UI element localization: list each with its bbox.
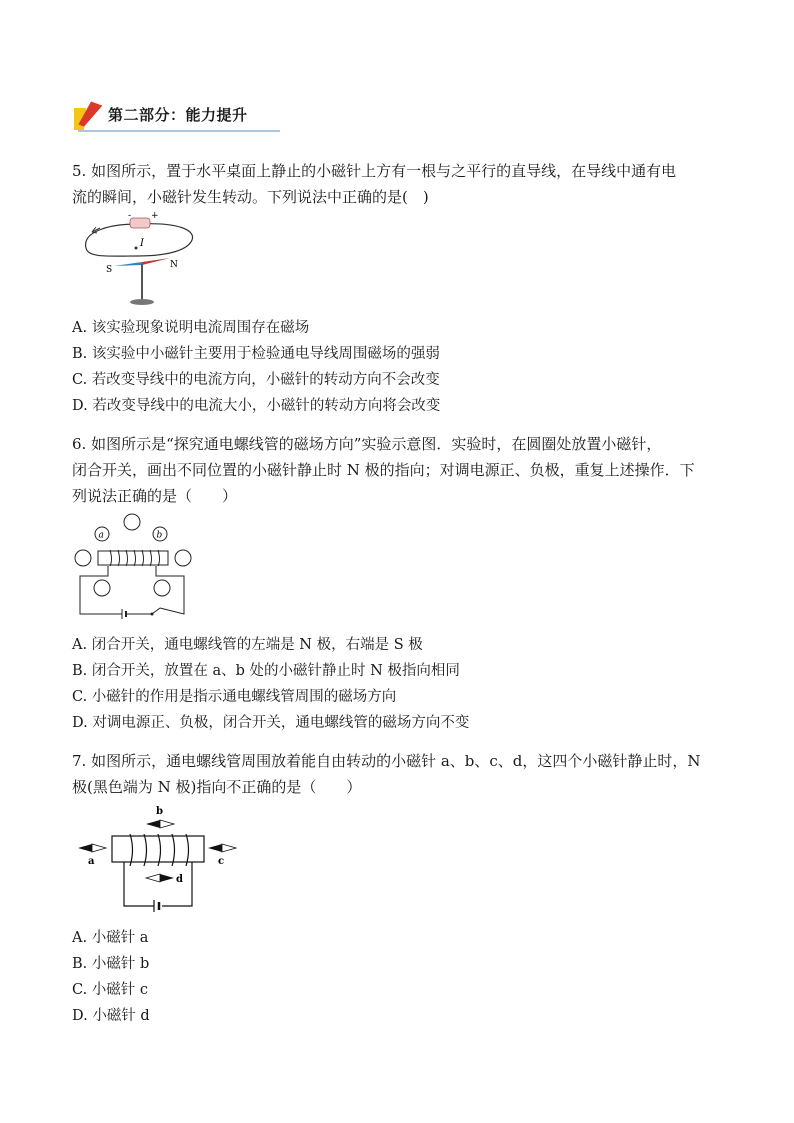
q6-line-1: 6. 如图所示是“探究通电螺线管的磁场方向”实验示意图．实验时，在圆圈处放置小磁针， <box>72 435 662 453</box>
q7-option-a[interactable]: A. 小磁针 a <box>72 930 149 946</box>
q5-option-a[interactable]: A. 该实验现象说明电流周围存在磁场 <box>72 320 310 336</box>
q7-option-b[interactable]: B. 小磁针 b <box>72 956 150 972</box>
q5-line-2: 流的瞬间，小磁针发生转动。下列说法中正确的是( ) <box>72 188 429 206</box>
q5-line-1: 5. 如图所示，置于水平桌面上静止的小磁针上方有一根与之平行的直导线，在导线中通有电 <box>72 162 677 180</box>
q5-minus: - <box>128 212 132 221</box>
q6-line-2: 闭合开关，画出不同位置的小磁针静止时 N 极的指向；对调电源正、负极，重复上述操作．下 <box>72 461 695 479</box>
q7-label-c: c <box>218 856 225 867</box>
q6-label-a: a <box>98 530 104 541</box>
needle-south <box>114 262 142 266</box>
q5-plus: + <box>151 212 159 221</box>
q6-option-d[interactable]: D. 对调电源正、负极，闭合开关，通电螺线管的磁场方向不变 <box>72 715 470 731</box>
q6-option-c[interactable]: C. 小磁针的作用是指示通电螺线管周围的磁场方向 <box>72 689 397 705</box>
q5-north-label: N <box>170 260 178 270</box>
q7-line-1: 7. 如图所示，通电螺线管周围放着能自由转动的小磁针 a、b、c、d，这四个小磁针静止时，N <box>72 752 701 770</box>
battery-icon <box>130 218 150 228</box>
q5-figure <box>78 212 198 312</box>
q7-option-c[interactable]: C. 小磁针 c <box>72 982 149 998</box>
q5-option-d[interactable]: D. 若改变导线中的电流大小，小磁针的转动方向将会改变 <box>72 398 441 414</box>
q6-figure <box>72 510 196 622</box>
q7-label-d: d <box>176 874 183 885</box>
q5-current-label: I <box>140 238 144 249</box>
q6-option-b[interactable]: B. 闭合开关，放置在 a、b 处的小磁针静止时 N 极指向相同 <box>72 663 460 679</box>
q5-option-c[interactable]: C. 若改变导线中的电流方向，小磁针的转动方向不会改变 <box>72 372 440 388</box>
q6-option-a[interactable]: A. 闭合开关，通电螺线管的左端是 N 极，右端是 S 极 <box>72 637 423 653</box>
q6-line-3: 列说法正确的是（ ） <box>72 487 238 505</box>
q7-label-b: b <box>156 806 163 817</box>
q7-line-2: 极(黑色端为 N 极)指向不正确的是（ ） <box>72 778 362 796</box>
q5-option-b[interactable]: B. 该实验中小磁针主要用于检验通电导线周围磁场的强弱 <box>72 346 440 362</box>
q7-option-d[interactable]: D. 小磁针 d <box>72 1008 150 1024</box>
q7-label-a: a <box>88 856 95 867</box>
q7-figure <box>74 802 244 918</box>
q5-south-label: S <box>106 265 113 275</box>
q6-label-b: b <box>156 530 163 541</box>
section-title: 第二部分：能力提升 <box>108 106 248 124</box>
needle-north <box>142 258 170 265</box>
